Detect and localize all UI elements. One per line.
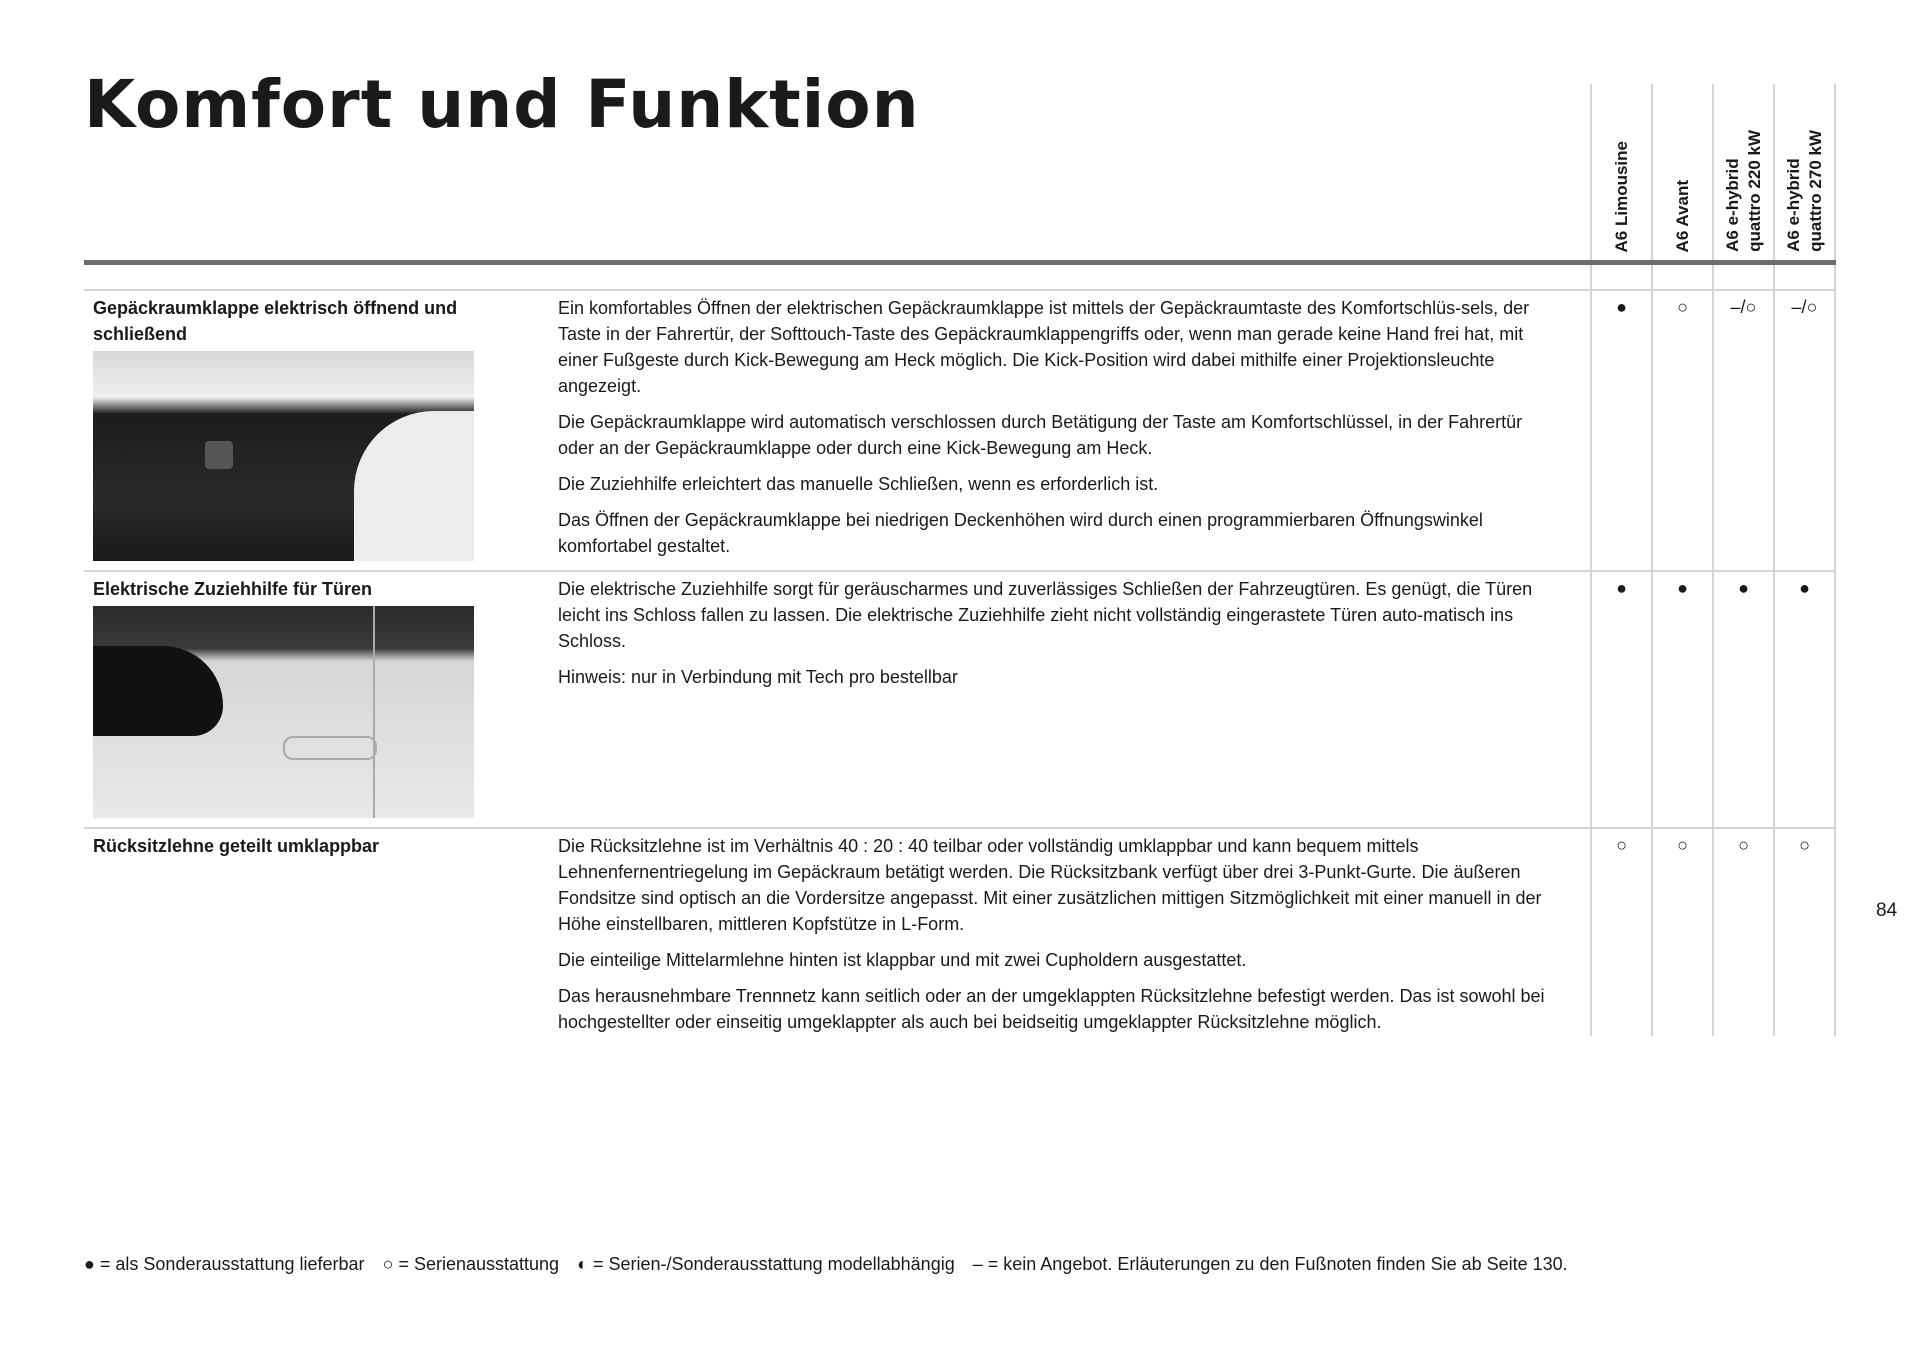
description-paragraph: Die elektrische Zuziehhilfe sorgt für geräuscharmes und zuverlässiges Schließen der Fahrzeugtüren. Es genügt, die Türen leicht ins Schloss fallen zu lassen. Die elektrische Zuziehhilfe zieht nicht vollständig eingerastete Türen auto-matisch ins Schloss. [558,579,1533,651]
half-circle-icon: ◐ [577,1254,588,1274]
availability-mark: –/○ [1730,297,1757,317]
filled-circle-icon: ● [84,1254,95,1274]
legend-item [973,1254,1568,1275]
legend-text: = als Sonderausstattung lieferbar [99,1254,365,1274]
dash-icon: – [972,1254,983,1274]
door-seam [373,606,375,818]
tailgate-image [93,351,474,561]
description-paragraph: Die einteilige Mittelarmlehne hinten ist klappbar und mit zwei Cupholdern ausgestattet. [558,950,1247,970]
availability-mark: ● [1738,578,1749,598]
availability-mark: ● [1616,578,1627,598]
availability-mark: ● [1616,297,1627,317]
page-title: Komfort und Funktion [84,66,920,143]
description-paragraph: Die Rücksitzlehne ist im Verhältnis 40 : 20 : 40 teilbar oder vollständig umklappbar und kann bequem mittels Lehnenfernentriegelung im Gepäckraum betätigt werden. Die Rücksitzbank verfügt über drei 3-Punkt-Gurte. Die äußeren Fondsitze sind optisch an die Vordersitze angepasst. Mit einer zusätzlichen mittigen Sitzmöglichkeit mit einer manuell in der Höhe einstellbaren, mittleren Kopfstütze in L-Form. [558,836,1542,934]
legend-item [383,1254,560,1275]
feature-name: Gepäckraumklappe elektrisch öffnend und schließend [93,298,458,344]
availability-mark: ● [1799,578,1810,598]
availability-mark: ○ [1738,835,1749,855]
availability-mark: ● [1677,578,1688,598]
legend-text: = Serien-/Sonderausstattung modellabhängig [592,1254,955,1274]
feature-description [558,295,1563,569]
page-number: 84 [1876,900,1898,921]
feature-description [558,576,1563,700]
header-rule [84,260,1836,265]
feature-name: Rücksitzlehne geteilt umklappbar [93,836,380,856]
door-image [93,606,474,818]
feature-description [558,833,1563,1045]
column-header-a6-limousine: A6 Limousine [1611,140,1631,252]
column-header-e-hybrid-270: A6 e-hybrid quattro 270 kW [1783,130,1825,252]
legend-text: = Serienausstattung [398,1254,560,1274]
button-icon [205,441,233,469]
availability-mark: ○ [1677,297,1688,317]
image-detail [354,411,474,561]
availability-mark: –/○ [1791,297,1818,317]
description-paragraph: Die Gepäckraumklappe wird automatisch verschlossen durch Betätigung der Taste am Komfortschlüssel, in der Fahrertür oder an der Gepäckraumklappe oder durch eine Kick-Bewegung am Heck. [558,412,1523,458]
row-divider [84,289,1836,291]
description-paragraph: Das herausnehmbare Trennnetz kann seitlich oder an der umgeklappten Rücksitzlehne befestigt werden. Das ist sowohl bei hochgestellter oder einseitig umgeklappter als auch bei beidseitig umgeklappter Rücksitzlehne möglich. [558,986,1545,1032]
feature-name: Elektrische Zuziehhilfe für Türen [93,579,373,599]
legend-item [577,1254,955,1275]
column-header-e-hybrid-220: A6 e-hybrid quattro 220 kW [1722,130,1764,252]
availability-mark: ○ [1677,835,1688,855]
column-header-a6-avant: A6 Avant [1672,179,1692,252]
row-divider [84,827,1836,829]
description-paragraph: Ein komfortables Öffnen der elektrischen Gepäckraumklappe ist mittels der Gepäckraumtaste des Komfortschlüs-sels, der Taste in der Fahrertür, der Softtouch-Taste des Gepäckraumklappengriffs oder, wenn man gerade keine Hand frei hat, mit einer Fußgeste durch Kick-Bewegung am Heck möglich. Die Kick-Position wird dabei mithilfe einer Projektionsleuchte angezeigt. [558,298,1530,396]
availability-mark: ○ [1616,835,1627,855]
availability-mark: ○ [1799,835,1810,855]
empty-circle-icon: ○ [382,1254,394,1274]
description-paragraph: Die Zuziehhilfe erleichtert das manuelle Schließen, wenn es erforderlich ist. [558,474,1159,494]
legend-text: = kein Angebot. Erläuterungen zu den Fußnoten finden Sie ab Seite 130. [987,1254,1568,1274]
mirror-detail [93,646,223,736]
legend-item [84,1254,365,1275]
row-divider [84,570,1836,572]
door-handle-detail [283,736,377,760]
description-paragraph: Hinweis: nur in Verbindung mit Tech pro bestellbar [558,667,958,687]
legend [84,1254,1836,1275]
description-paragraph: Das Öffnen der Gepäckraumklappe bei niedrigen Deckenhöhen wird durch einen programmierbaren Öffnungswinkel komfortabel gestaltet. [558,510,1483,556]
